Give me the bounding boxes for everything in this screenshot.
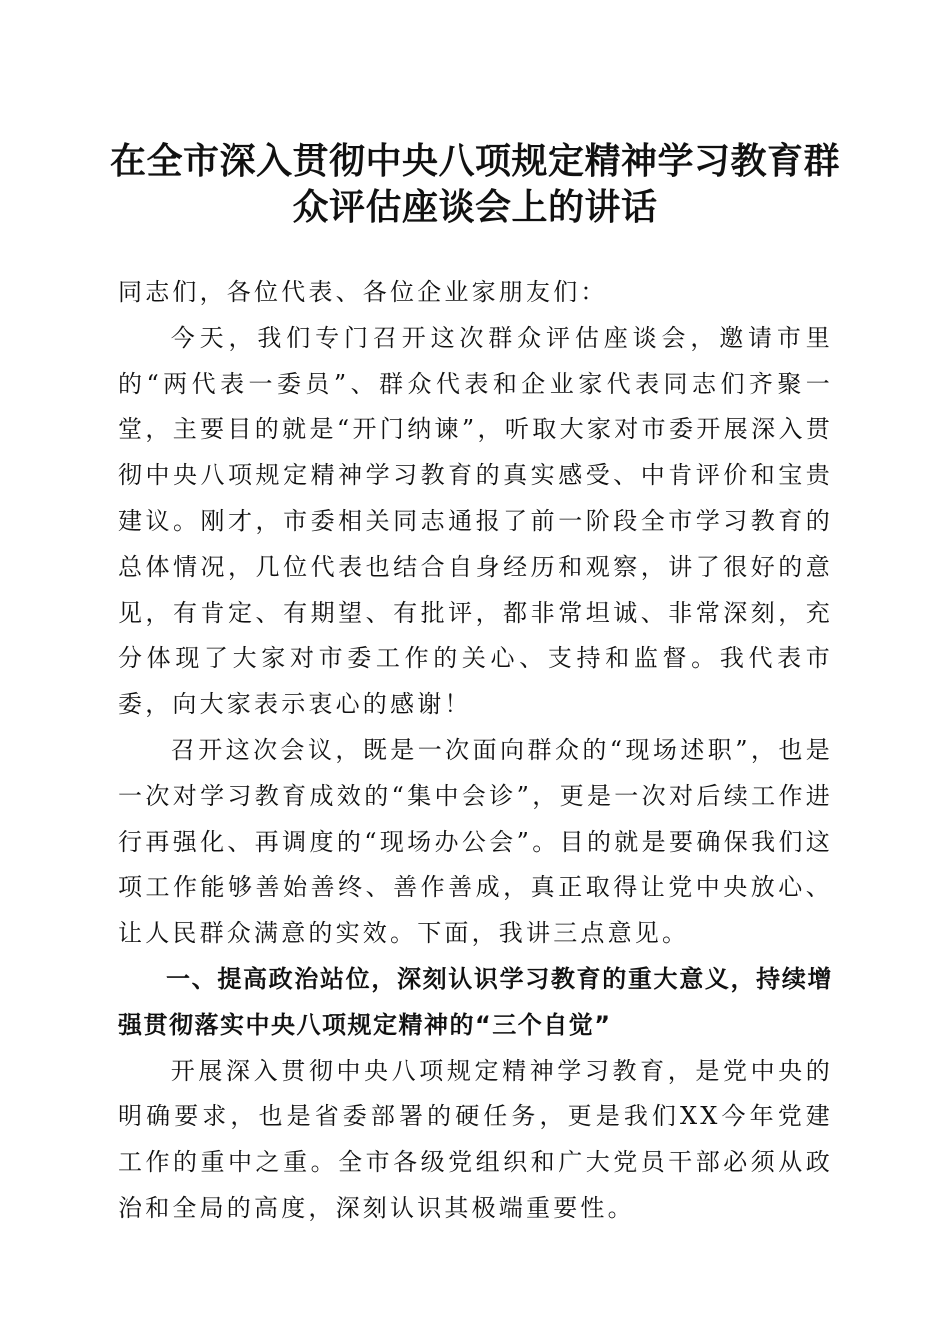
salutation: 同志们，各位代表、各位企业家朋友们： (118, 278, 608, 306)
purpose-paragraph: 召开这次会议，既是一次面向群众的“现场述职”，也是一次对学习教育成效的“集中会诊”，更是一次对后续工作进行再强化、再调度的“现场办公会”。目的就是要确保我们这项工作能够善始善终、善作善成，真正取得让党中央放心、让人民群众满意的实效。下面，我讲三点意见。 (118, 735, 833, 948)
opening-paragraph: 今天，我们专门召开这次群众评估座谈会，邀请市里的“两代表一委员”、群众代表和企业家代表同志们齐聚一堂，主要目的就是“开门纳谏”，听取大家对市委开展深入贯彻中央八项规定精神学习教育的真实感受、中肯评价和宝贵建议。刚才，市委相关同志通报了前一阶段全市学习教育的总体情况，几位代表也结合自身经历和观察，讲了很好的意见，有肯定、有期望、有批评，都非常坦诚、非常深刻，充分体现了大家对市委工作的关心、支持和监督。我代表市委，向大家表示衷心的感谢！ (118, 323, 833, 719)
document-body (118, 270, 833, 1232)
section-heading: 一、提高政治站位，深刻认识学习教育的重大意义，持续增强贯彻落实中央八项规定精神的“三个自觉” (118, 964, 833, 1039)
section-paragraph: 开展深入贯彻中央八项规定精神学习教育，是党中央的明确要求，也是省委部署的硬任务，更是我们XX今年党建工作的重中之重。全市各级党组织和广大党员干部必须从政治和全局的高度，深刻认识其极端重要性。 (118, 1056, 833, 1222)
document-title: 在全市深入贯彻中央八项规定精神学习教育群众评估座谈会上的讲话 (109, 140, 840, 228)
